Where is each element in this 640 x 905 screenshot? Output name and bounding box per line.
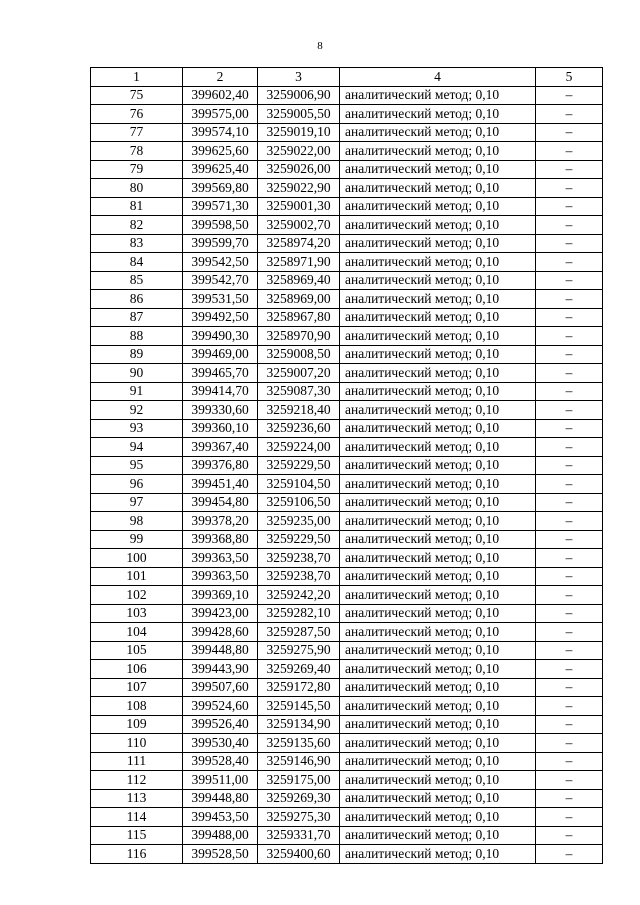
y-coordinate-cell: 3259235,00 — [258, 512, 340, 531]
point-number-cell: 83 — [91, 234, 183, 253]
point-number-cell: 110 — [91, 734, 183, 753]
point-number-cell: 108 — [91, 697, 183, 716]
x-coordinate-cell: 399423,00 — [183, 604, 258, 623]
table-row — [91, 253, 603, 272]
x-coordinate-cell: 399453,50 — [183, 808, 258, 827]
note-cell: – — [536, 697, 603, 716]
method-accuracy-cell: аналитический метод; 0,10 — [340, 808, 536, 827]
point-number-cell: 99 — [91, 530, 183, 549]
point-number-cell: 91 — [91, 382, 183, 401]
method-accuracy-cell: аналитический метод; 0,10 — [340, 345, 536, 364]
note-cell: – — [536, 456, 603, 475]
note-cell: – — [536, 530, 603, 549]
note-cell: – — [536, 86, 603, 105]
x-coordinate-cell: 399526,40 — [183, 715, 258, 734]
x-coordinate-cell: 399528,50 — [183, 845, 258, 864]
table-row — [91, 715, 603, 734]
table-row — [91, 660, 603, 679]
point-number-cell: 82 — [91, 216, 183, 235]
method-accuracy-cell: аналитический метод; 0,10 — [340, 197, 536, 216]
table-row — [91, 308, 603, 327]
y-coordinate-cell: 3259134,90 — [258, 715, 340, 734]
point-number-cell: 84 — [91, 253, 183, 272]
y-coordinate-cell: 3259400,60 — [258, 845, 340, 864]
table-row — [91, 105, 603, 124]
method-accuracy-cell: аналитический метод; 0,10 — [340, 216, 536, 235]
point-number-cell: 92 — [91, 401, 183, 420]
note-cell: – — [536, 808, 603, 827]
method-accuracy-cell: аналитический метод; 0,10 — [340, 105, 536, 124]
header-col-2: 2 — [183, 68, 258, 87]
point-number-cell: 75 — [91, 86, 183, 105]
method-accuracy-cell: аналитический метод; 0,10 — [340, 623, 536, 642]
x-coordinate-cell: 399511,00 — [183, 771, 258, 790]
x-coordinate-cell: 399599,70 — [183, 234, 258, 253]
table-row — [91, 419, 603, 438]
point-number-cell: 102 — [91, 586, 183, 605]
table-row — [91, 401, 603, 420]
note-cell: – — [536, 826, 603, 845]
point-number-cell: 93 — [91, 419, 183, 438]
x-coordinate-cell: 399507,60 — [183, 678, 258, 697]
note-cell: – — [536, 752, 603, 771]
note-cell: – — [536, 419, 603, 438]
table-row — [91, 86, 603, 105]
x-coordinate-cell: 399363,50 — [183, 567, 258, 586]
point-number-cell: 94 — [91, 438, 183, 457]
y-coordinate-cell: 3259022,90 — [258, 179, 340, 198]
point-number-cell: 115 — [91, 826, 183, 845]
x-coordinate-cell: 399531,50 — [183, 290, 258, 309]
x-coordinate-cell: 399528,40 — [183, 752, 258, 771]
y-coordinate-cell: 3259229,50 — [258, 530, 340, 549]
table-row — [91, 845, 603, 864]
header-col-1: 1 — [91, 68, 183, 87]
y-coordinate-cell: 3259172,80 — [258, 678, 340, 697]
method-accuracy-cell: аналитический метод; 0,10 — [340, 290, 536, 309]
x-coordinate-cell: 399414,70 — [183, 382, 258, 401]
y-coordinate-cell: 3259282,10 — [258, 604, 340, 623]
note-cell: – — [536, 290, 603, 309]
x-coordinate-cell: 399469,00 — [183, 345, 258, 364]
table-row — [91, 623, 603, 642]
method-accuracy-cell: аналитический метод; 0,10 — [340, 456, 536, 475]
y-coordinate-cell: 3259175,00 — [258, 771, 340, 790]
x-coordinate-cell: 399602,40 — [183, 86, 258, 105]
y-coordinate-cell: 3259006,90 — [258, 86, 340, 105]
table-row — [91, 808, 603, 827]
x-coordinate-cell: 399524,60 — [183, 697, 258, 716]
y-coordinate-cell: 3259106,50 — [258, 493, 340, 512]
point-number-cell: 87 — [91, 308, 183, 327]
point-number-cell: 86 — [91, 290, 183, 309]
method-accuracy-cell: аналитический метод; 0,10 — [340, 789, 536, 808]
point-number-cell: 89 — [91, 345, 183, 364]
method-accuracy-cell: аналитический метод; 0,10 — [340, 530, 536, 549]
table-row — [91, 641, 603, 660]
note-cell: – — [536, 771, 603, 790]
note-cell: – — [536, 179, 603, 198]
table-row — [91, 438, 603, 457]
x-coordinate-cell: 399488,00 — [183, 826, 258, 845]
point-number-cell: 81 — [91, 197, 183, 216]
note-cell: – — [536, 567, 603, 586]
y-coordinate-cell: 3259275,90 — [258, 641, 340, 660]
table-row — [91, 142, 603, 161]
method-accuracy-cell: аналитический метод; 0,10 — [340, 419, 536, 438]
y-coordinate-cell: 3259236,60 — [258, 419, 340, 438]
x-coordinate-cell: 399378,20 — [183, 512, 258, 531]
method-accuracy-cell: аналитический метод; 0,10 — [340, 327, 536, 346]
y-coordinate-cell: 3259022,00 — [258, 142, 340, 161]
point-number-cell: 77 — [91, 123, 183, 142]
note-cell: – — [536, 604, 603, 623]
method-accuracy-cell: аналитический метод; 0,10 — [340, 493, 536, 512]
y-coordinate-cell: 3259005,50 — [258, 105, 340, 124]
table-row — [91, 345, 603, 364]
table-row — [91, 604, 603, 623]
y-coordinate-cell: 3259008,50 — [258, 345, 340, 364]
x-coordinate-cell: 399574,10 — [183, 123, 258, 142]
y-coordinate-cell: 3258974,20 — [258, 234, 340, 253]
note-cell: – — [536, 715, 603, 734]
y-coordinate-cell: 3259104,50 — [258, 475, 340, 494]
note-cell: – — [536, 845, 603, 864]
x-coordinate-cell: 399363,50 — [183, 549, 258, 568]
x-coordinate-cell: 399598,50 — [183, 216, 258, 235]
x-coordinate-cell: 399569,80 — [183, 179, 258, 198]
y-coordinate-cell: 3259269,30 — [258, 789, 340, 808]
note-cell: – — [536, 160, 603, 179]
note-cell: – — [536, 327, 603, 346]
method-accuracy-cell: аналитический метод; 0,10 — [340, 567, 536, 586]
point-number-cell: 97 — [91, 493, 183, 512]
y-coordinate-cell: 3258971,90 — [258, 253, 340, 272]
x-coordinate-cell: 399360,10 — [183, 419, 258, 438]
x-coordinate-cell: 399571,30 — [183, 197, 258, 216]
x-coordinate-cell: 399575,00 — [183, 105, 258, 124]
table-row — [91, 826, 603, 845]
point-number-cell: 112 — [91, 771, 183, 790]
x-coordinate-cell: 399490,30 — [183, 327, 258, 346]
x-coordinate-cell: 399367,40 — [183, 438, 258, 457]
point-number-cell: 88 — [91, 327, 183, 346]
method-accuracy-cell: аналитический метод; 0,10 — [340, 271, 536, 290]
note-cell: – — [536, 641, 603, 660]
note-cell: – — [536, 308, 603, 327]
x-coordinate-cell: 399454,80 — [183, 493, 258, 512]
table-row — [91, 364, 603, 383]
y-coordinate-cell: 3259135,60 — [258, 734, 340, 753]
note-cell: – — [536, 253, 603, 272]
note-cell: – — [536, 475, 603, 494]
method-accuracy-cell: аналитический метод; 0,10 — [340, 86, 536, 105]
note-cell: – — [536, 401, 603, 420]
point-number-cell: 113 — [91, 789, 183, 808]
table-row — [91, 179, 603, 198]
note-cell: – — [536, 734, 603, 753]
x-coordinate-cell: 399330,60 — [183, 401, 258, 420]
table-row — [91, 216, 603, 235]
coordinates-table — [90, 67, 603, 864]
y-coordinate-cell: 3258969,40 — [258, 271, 340, 290]
y-coordinate-cell: 3259224,00 — [258, 438, 340, 457]
point-number-cell: 101 — [91, 567, 183, 586]
method-accuracy-cell: аналитический метод; 0,10 — [340, 475, 536, 494]
method-accuracy-cell: аналитический метод; 0,10 — [340, 234, 536, 253]
method-accuracy-cell: аналитический метод; 0,10 — [340, 641, 536, 660]
table-row — [91, 456, 603, 475]
method-accuracy-cell: аналитический метод; 0,10 — [340, 142, 536, 161]
note-cell: – — [536, 512, 603, 531]
table-row — [91, 271, 603, 290]
y-coordinate-cell: 3259287,50 — [258, 623, 340, 642]
point-number-cell: 96 — [91, 475, 183, 494]
method-accuracy-cell: аналитический метод; 0,10 — [340, 253, 536, 272]
y-coordinate-cell: 3259242,20 — [258, 586, 340, 605]
x-coordinate-cell: 399530,40 — [183, 734, 258, 753]
table-row — [91, 771, 603, 790]
x-coordinate-cell: 399368,80 — [183, 530, 258, 549]
y-coordinate-cell: 3259275,30 — [258, 808, 340, 827]
y-coordinate-cell: 3259146,90 — [258, 752, 340, 771]
table-row — [91, 530, 603, 549]
method-accuracy-cell: аналитический метод; 0,10 — [340, 752, 536, 771]
y-coordinate-cell: 3259026,00 — [258, 160, 340, 179]
y-coordinate-cell: 3259002,70 — [258, 216, 340, 235]
header-col-5: 5 — [536, 68, 603, 87]
x-coordinate-cell: 399492,50 — [183, 308, 258, 327]
point-number-cell: 85 — [91, 271, 183, 290]
y-coordinate-cell: 3259007,20 — [258, 364, 340, 383]
method-accuracy-cell: аналитический метод; 0,10 — [340, 438, 536, 457]
x-coordinate-cell: 399625,40 — [183, 160, 258, 179]
table-body — [91, 86, 603, 863]
table-row — [91, 290, 603, 309]
table-row — [91, 789, 603, 808]
x-coordinate-cell: 399428,60 — [183, 623, 258, 642]
table-row — [91, 475, 603, 494]
method-accuracy-cell: аналитический метод; 0,10 — [340, 123, 536, 142]
x-coordinate-cell: 399451,40 — [183, 475, 258, 494]
method-accuracy-cell: аналитический метод; 0,10 — [340, 549, 536, 568]
point-number-cell: 95 — [91, 456, 183, 475]
method-accuracy-cell: аналитический метод; 0,10 — [340, 586, 536, 605]
table-row — [91, 734, 603, 753]
note-cell: – — [536, 438, 603, 457]
x-coordinate-cell: 399542,70 — [183, 271, 258, 290]
method-accuracy-cell: аналитический метод; 0,10 — [340, 845, 536, 864]
table-row — [91, 678, 603, 697]
method-accuracy-cell: аналитический метод; 0,10 — [340, 308, 536, 327]
method-accuracy-cell: аналитический метод; 0,10 — [340, 771, 536, 790]
x-coordinate-cell: 399448,80 — [183, 789, 258, 808]
table-row — [91, 752, 603, 771]
table-row — [91, 327, 603, 346]
point-number-cell: 109 — [91, 715, 183, 734]
x-coordinate-cell: 399443,90 — [183, 660, 258, 679]
table-row — [91, 123, 603, 142]
note-cell: – — [536, 382, 603, 401]
point-number-cell: 78 — [91, 142, 183, 161]
y-coordinate-cell: 3259001,30 — [258, 197, 340, 216]
point-number-cell: 76 — [91, 105, 183, 124]
note-cell: – — [536, 197, 603, 216]
y-coordinate-cell: 3258969,00 — [258, 290, 340, 309]
table-row — [91, 493, 603, 512]
point-number-cell: 103 — [91, 604, 183, 623]
method-accuracy-cell: аналитический метод; 0,10 — [340, 697, 536, 716]
table-row — [91, 697, 603, 716]
point-number-cell: 79 — [91, 160, 183, 179]
page-number: 8 — [317, 40, 323, 52]
x-coordinate-cell: 399448,80 — [183, 641, 258, 660]
header-col-3: 3 — [258, 68, 340, 87]
note-cell: – — [536, 660, 603, 679]
method-accuracy-cell: аналитический метод; 0,10 — [340, 678, 536, 697]
y-coordinate-cell: 3258967,80 — [258, 308, 340, 327]
point-number-cell: 98 — [91, 512, 183, 531]
y-coordinate-cell: 3259087,30 — [258, 382, 340, 401]
method-accuracy-cell: аналитический метод; 0,10 — [340, 179, 536, 198]
note-cell: – — [536, 678, 603, 697]
y-coordinate-cell: 3259269,40 — [258, 660, 340, 679]
y-coordinate-cell: 3259218,40 — [258, 401, 340, 420]
method-accuracy-cell: аналитический метод; 0,10 — [340, 660, 536, 679]
x-coordinate-cell: 399625,60 — [183, 142, 258, 161]
note-cell: – — [536, 345, 603, 364]
table-row — [91, 160, 603, 179]
table-row — [91, 567, 603, 586]
y-coordinate-cell: 3259238,70 — [258, 549, 340, 568]
y-coordinate-cell: 3259145,50 — [258, 697, 340, 716]
point-number-cell: 111 — [91, 752, 183, 771]
table-row — [91, 586, 603, 605]
point-number-cell: 105 — [91, 641, 183, 660]
note-cell: – — [536, 216, 603, 235]
table-row — [91, 549, 603, 568]
method-accuracy-cell: аналитический метод; 0,10 — [340, 401, 536, 420]
method-accuracy-cell: аналитический метод; 0,10 — [340, 734, 536, 753]
point-number-cell: 107 — [91, 678, 183, 697]
note-cell: – — [536, 142, 603, 161]
y-coordinate-cell: 3258970,90 — [258, 327, 340, 346]
point-number-cell: 80 — [91, 179, 183, 198]
note-cell: – — [536, 623, 603, 642]
x-coordinate-cell: 399376,80 — [183, 456, 258, 475]
note-cell: – — [536, 234, 603, 253]
x-coordinate-cell: 399542,50 — [183, 253, 258, 272]
method-accuracy-cell: аналитический метод; 0,10 — [340, 512, 536, 531]
y-coordinate-cell: 3259238,70 — [258, 567, 340, 586]
method-accuracy-cell: аналитический метод; 0,10 — [340, 160, 536, 179]
method-accuracy-cell: аналитический метод; 0,10 — [340, 364, 536, 383]
y-coordinate-cell: 3259331,70 — [258, 826, 340, 845]
method-accuracy-cell: аналитический метод; 0,10 — [340, 604, 536, 623]
x-coordinate-cell: 399369,10 — [183, 586, 258, 605]
x-coordinate-cell: 399465,70 — [183, 364, 258, 383]
table-header-row — [91, 68, 603, 87]
point-number-cell: 106 — [91, 660, 183, 679]
table-row — [91, 512, 603, 531]
note-cell: – — [536, 105, 603, 124]
note-cell: – — [536, 271, 603, 290]
method-accuracy-cell: аналитический метод; 0,10 — [340, 826, 536, 845]
point-number-cell: 104 — [91, 623, 183, 642]
method-accuracy-cell: аналитический метод; 0,10 — [340, 382, 536, 401]
note-cell: – — [536, 549, 603, 568]
y-coordinate-cell: 3259019,10 — [258, 123, 340, 142]
table-row — [91, 382, 603, 401]
note-cell: – — [536, 586, 603, 605]
point-number-cell: 90 — [91, 364, 183, 383]
y-coordinate-cell: 3259229,50 — [258, 456, 340, 475]
note-cell: – — [536, 493, 603, 512]
point-number-cell: 100 — [91, 549, 183, 568]
note-cell: – — [536, 123, 603, 142]
note-cell: – — [536, 364, 603, 383]
point-number-cell: 114 — [91, 808, 183, 827]
table-row — [91, 234, 603, 253]
point-number-cell: 116 — [91, 845, 183, 864]
method-accuracy-cell: аналитический метод; 0,10 — [340, 715, 536, 734]
table-row — [91, 197, 603, 216]
header-col-4: 4 — [340, 68, 536, 87]
note-cell: – — [536, 789, 603, 808]
